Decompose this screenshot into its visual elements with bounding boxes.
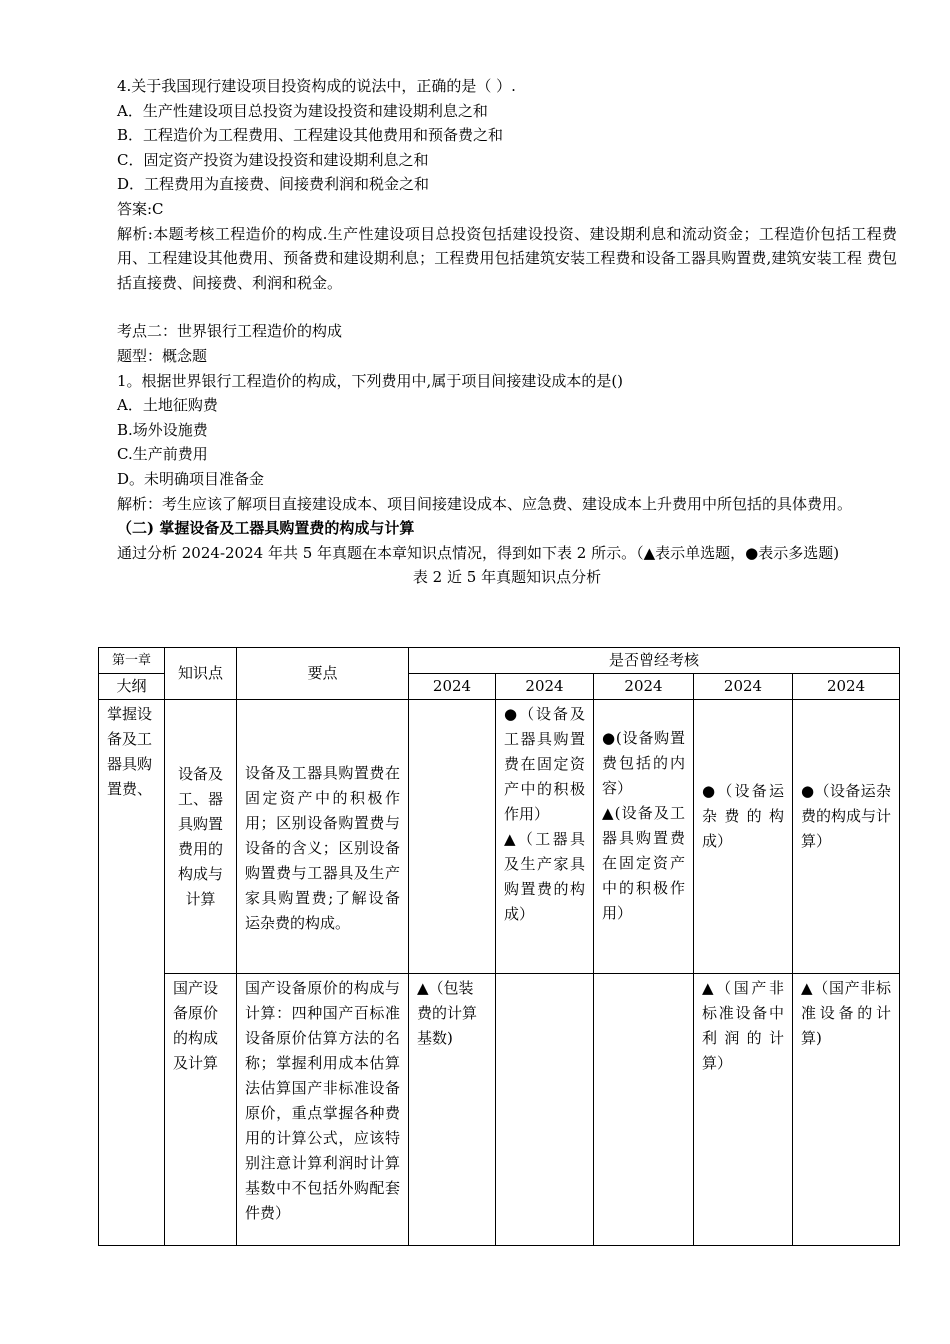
q4-option-a: A．生产性建设项目总投资为建设投资和建设期利息之和 [117, 101, 488, 120]
header-year-3: 2024 [594, 674, 694, 700]
q4-question: 4.关于我国现行建设项目投资构成的说法中，正确的是（ ）. [117, 77, 516, 95]
kp2-title: 考点二：世界银行工程造价的构成 [117, 322, 343, 341]
kp2-option-c: C.生产前费用 [117, 445, 208, 464]
header-exam: 是否曾经考核 [409, 648, 900, 674]
knowledge-cell: 设备及工、器具购置费用的构成与计算 [165, 700, 237, 974]
q4-option-b: B．工程造价为工程费用、工程建设其他费用和预备费之和 [117, 126, 504, 145]
header-year-5: 2024 [793, 674, 900, 700]
knowledge-table [98, 647, 900, 1246]
exam-cell: ●(设备购置费包括的内容） ▲(设备及工器具购置费在固定资产中的积极作用） [594, 700, 694, 974]
exam-cell: ▲（国产非标准设备的计算) [793, 974, 900, 1246]
section-heading: （二) 掌握设备及工器具购置费的构成与计算 [117, 519, 415, 538]
kp2-type: 题型：概念题 [117, 346, 208, 365]
header-outline: 大纲 [99, 674, 165, 700]
kp2-option-a: A．土地征购费 [117, 396, 218, 415]
exam-cell [594, 974, 694, 1246]
section-intro: 通过分析 2024-2024 年共 5 年真题在本章知识点情况，得到如下表 2 所示。（▲表示单选题，●表示多选题) [117, 543, 840, 562]
points-cell: 国产设备原价的构成与计算：四种国产百标准设备原价估算方法的名称；掌握利用成本估算法估算国产非标准设备原价，重点掌握各种费用的计算公式，应该特别注意计算利润时计算基数中不包括外购配套件费） [237, 974, 409, 1246]
exam-cell: ▲（国产非标准设备中利润的计算） [694, 974, 793, 1246]
knowledge-cell: 国产设备原价的构成及计算 [165, 974, 237, 1246]
header-year-1: 2024 [409, 674, 496, 700]
document-body [117, 74, 897, 604]
kp2-analysis: 解析：考生应该了解项目直接建设成本、项目间接建设成本、应急费、建设成本上升费用中所包括的具体费用。 [117, 494, 853, 513]
exam-cell: ●（设备运杂费的构成） [694, 700, 793, 974]
exam-cell [496, 974, 594, 1246]
q4-analysis: 解析:本题考核工程造价的构成.生产性建设项目总投资包括建设投资、建设期利息和流动资金；工程造价包括工程费用、工程建设其他费用、预备费和建设期利息；工程费用包括建筑安装工程费和设备工器具购置费,建筑安装工程 费包括直接费、间接费、利润和税金。 [117, 224, 897, 292]
q4-answer: 答案:C [117, 199, 164, 218]
points-cell: 设备及工器具购置费在固定资产中的积极作用；区别设备购置费与设备的含义；区别设备购置费与工器具及生产家具购置费;了解设备运杂费的构成。 [237, 700, 409, 974]
exam-cell: ●（设备运杂费的构成与计算） [793, 700, 900, 974]
header-year-4: 2024 [694, 674, 793, 700]
exam-cell: ▲（包装费的计算基数) [409, 974, 496, 1246]
kp2-question: 1。根据世界银行工程造价的构成，下列费用中,属于项目间接建设成本的是() [117, 371, 624, 390]
table-caption: 表 2 近 5 年真题知识点分析 [412, 568, 602, 587]
exam-cell: ●（设备及工器具购置费在固定资产中的积极作用） ▲（工器具及生产家具购置费的构成） [496, 700, 594, 974]
header-points: 要点 [237, 648, 409, 700]
kp2-option-b: B.场外设施费 [117, 420, 208, 439]
kp2-option-d: D。未明确项目准备金 [117, 469, 265, 488]
q4-option-d: D．工程费用为直接费、间接费利润和税金之和 [117, 175, 430, 194]
outline-cell: 掌握设备及工器具购置费、 [99, 700, 165, 1246]
exam-cell [409, 700, 496, 974]
table-row [99, 974, 900, 1246]
header-year-2: 2024 [496, 674, 594, 700]
table-row [99, 700, 900, 974]
header-knowledge: 知识点 [165, 648, 237, 700]
header-chapter: 第一章 [99, 648, 165, 674]
q4-option-c: C．固定资产投资为建设投资和建设期利息之和 [117, 150, 429, 169]
